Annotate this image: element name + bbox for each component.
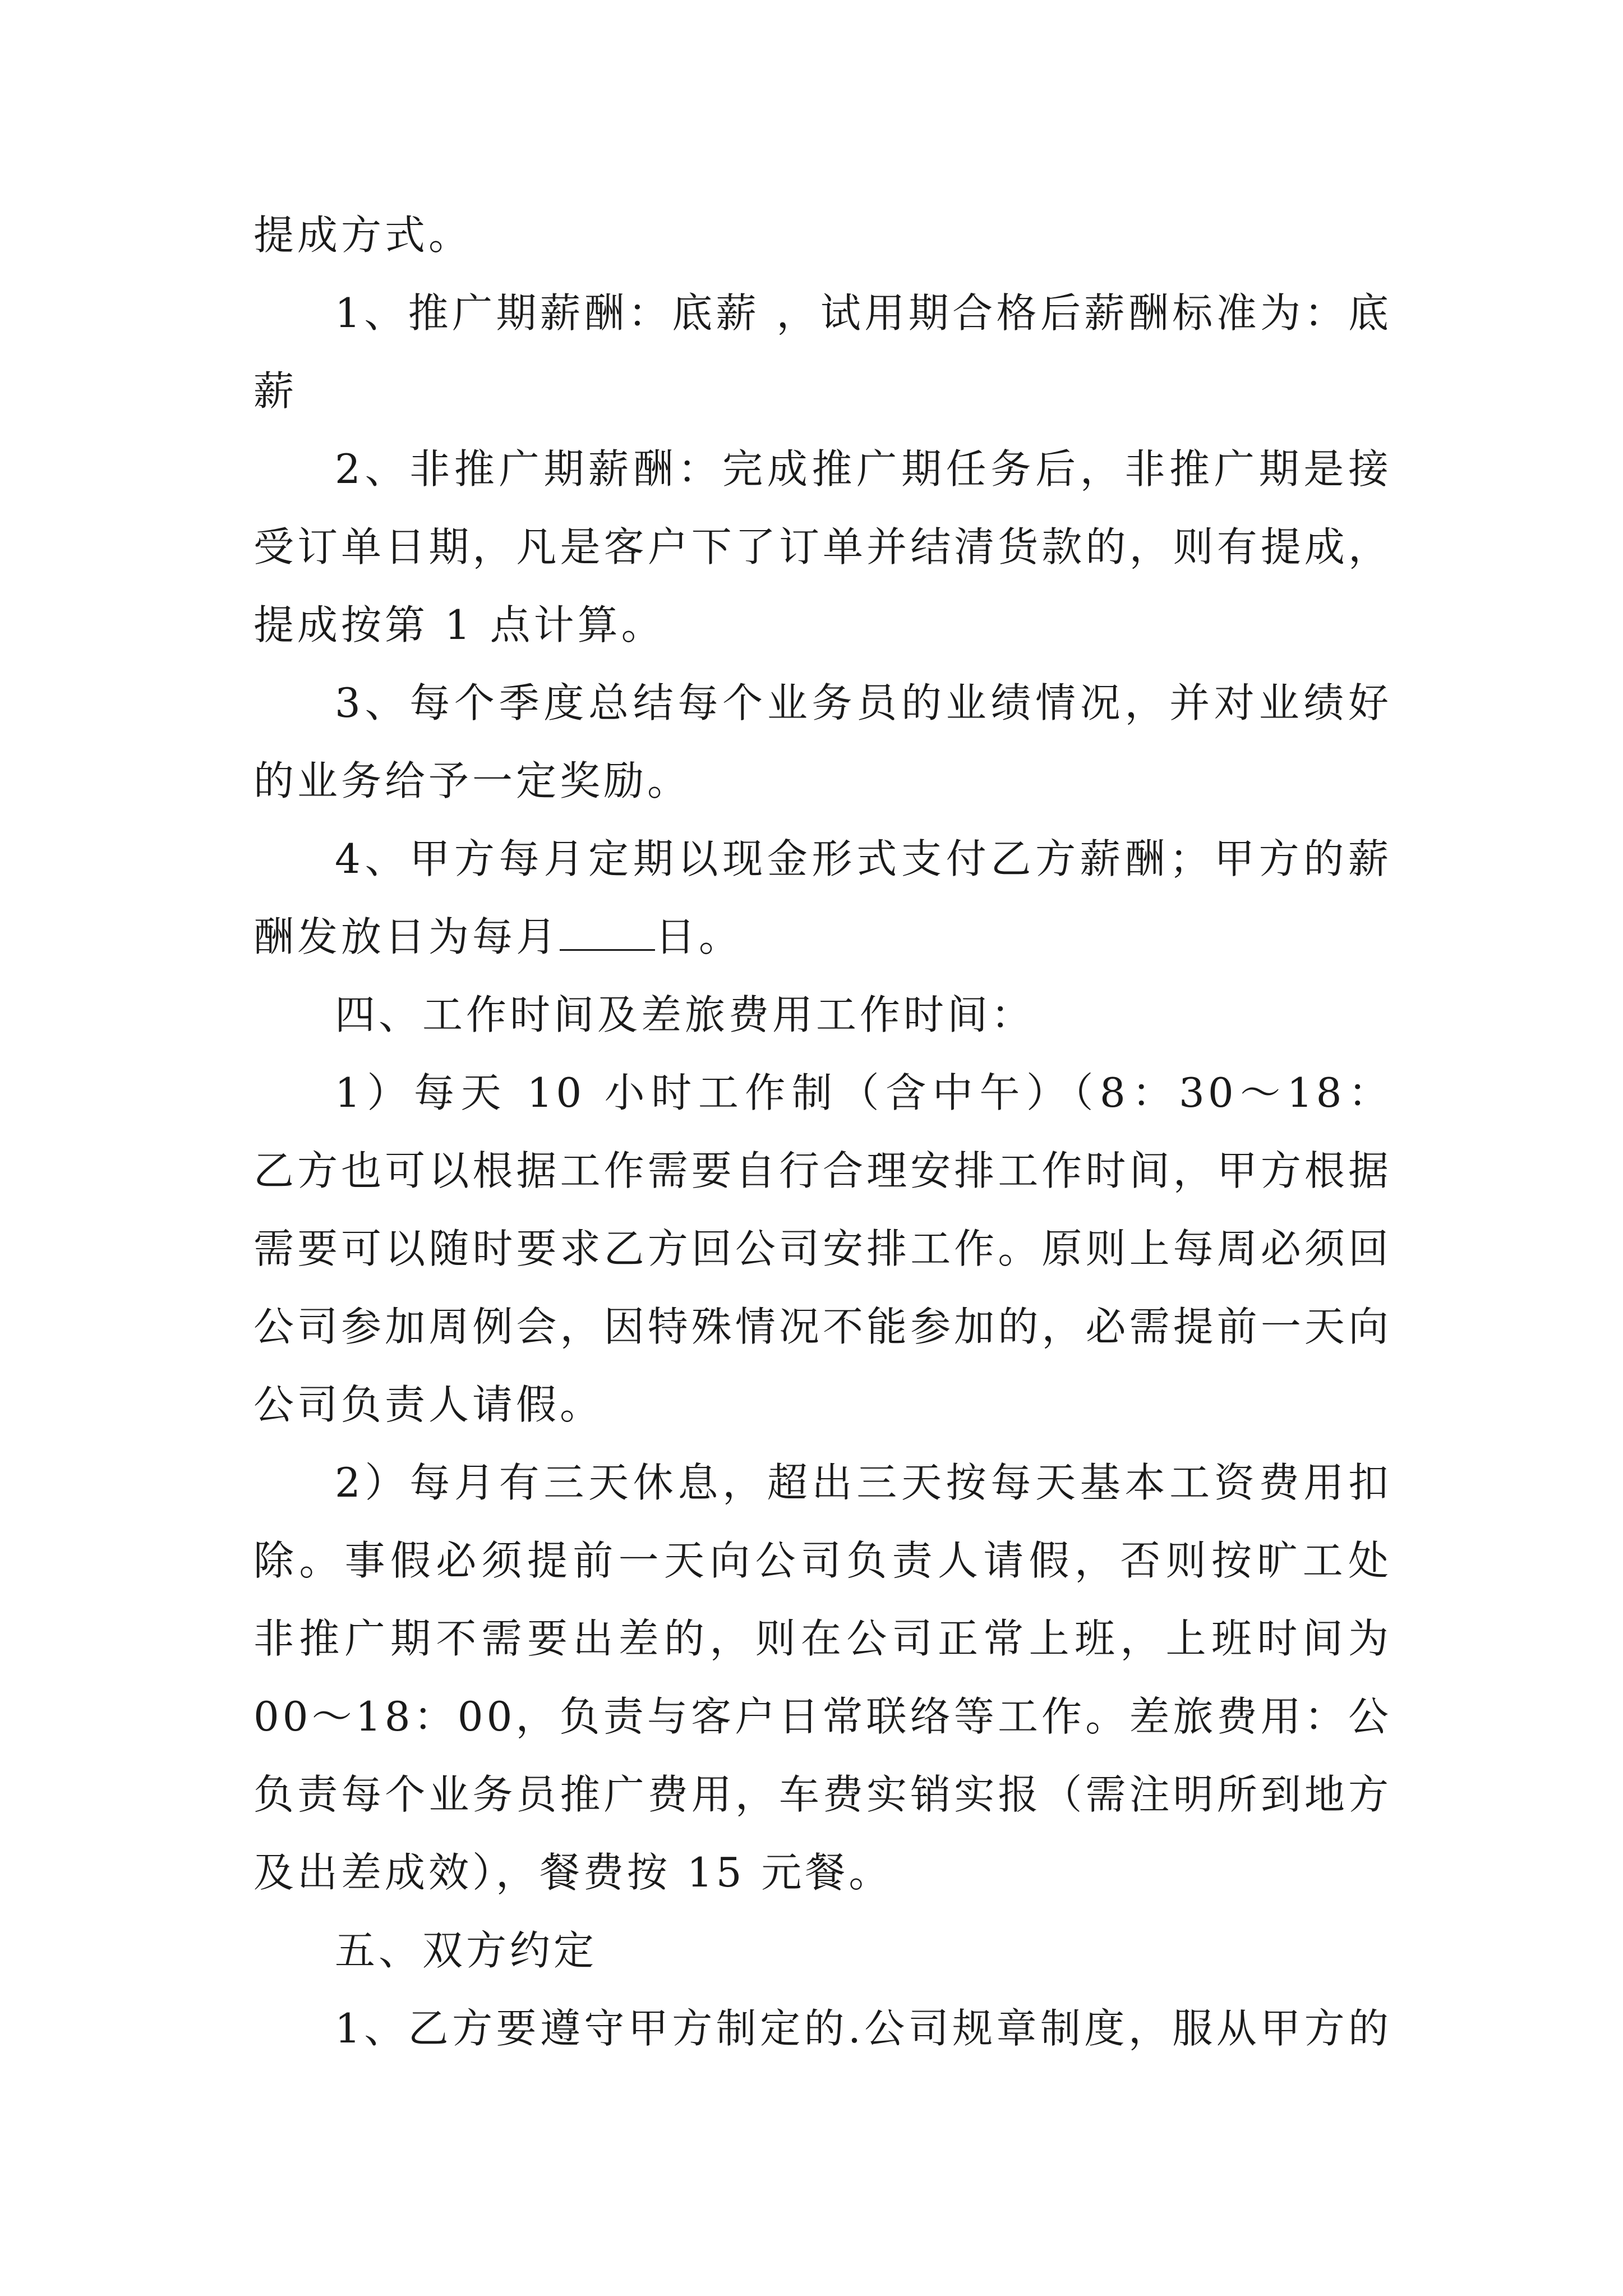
text-line: 乙方也可以根据工作需要自行合理安排工作时间，甲方根据 (253, 1147, 1392, 1194)
section-heading: 四、工作时间及差旅费用工作时间： (335, 991, 1035, 1038)
document-body (253, 196, 1392, 2068)
text-line: 1、乙方要遵守甲方制定的.公司规章制度，服从甲方的 (335, 2005, 1392, 2052)
fill-in-blank (560, 910, 655, 951)
text-line: 的业务给予一定奖励。 (253, 757, 691, 804)
text-line: 需要可以随时要求乙方回公司安排工作。原则上每周必须回 (253, 1225, 1392, 1272)
text-line: 2、非推广期薪酬：完成推广期任务后，非推广期是接 (335, 445, 1392, 493)
text-line: 1、推广期薪酬：底薪 ，试用期合格后薪酬标准为：底 (335, 289, 1392, 337)
text-line-with-blank (253, 898, 1392, 976)
text-line: 受订单日期，凡是客户下了订单并结清货款的，则有提成， (253, 523, 1392, 570)
text-line: 4、甲方每月定期以现金形式支付乙方薪酬；甲方的薪 (335, 835, 1392, 882)
text-line: 公司负责人请假。 (253, 1381, 604, 1428)
text-line: 提成方式。 (253, 211, 473, 259)
text-line: 公司参加周例会，因特殊情况不能参加的，必需提前一天向 (253, 1303, 1392, 1350)
text-line: 3、每个季度总结每个业务员的业绩情况，并对业绩好 (335, 679, 1392, 726)
text-fragment: 日。 (655, 913, 743, 960)
text-line: 2）每月有三天休息，超出三天按每天基本工资费用扣 (335, 1459, 1392, 1506)
text-line: 薪 (253, 367, 298, 415)
text-line: 及出差成效），餐费按 15 元餐。 (253, 1849, 893, 1896)
text-line: 非推广期不需要出差的，则在公司正常上班，上班时间为 (253, 1615, 1392, 1662)
text-line: 除。事假必须提前一天向公司负责人请假，否则按旷工处 (253, 1537, 1392, 1584)
text-line: 00～18：00，负责与客户日常联络等工作。差旅费用：公 (253, 1693, 1392, 1740)
text-line: 提成按第 1 点计算。 (253, 601, 665, 648)
section-heading: 五、双方约定 (335, 1927, 598, 1974)
text-line: 负责每个业务员推广费用，车费实销实报（需注明所到地方 (253, 1771, 1392, 1818)
text-line: 1）每天 10 小时工作制（含中午）（8：30～18： (335, 1069, 1392, 1116)
text-fragment: 酬发放日为每月 (253, 913, 560, 960)
